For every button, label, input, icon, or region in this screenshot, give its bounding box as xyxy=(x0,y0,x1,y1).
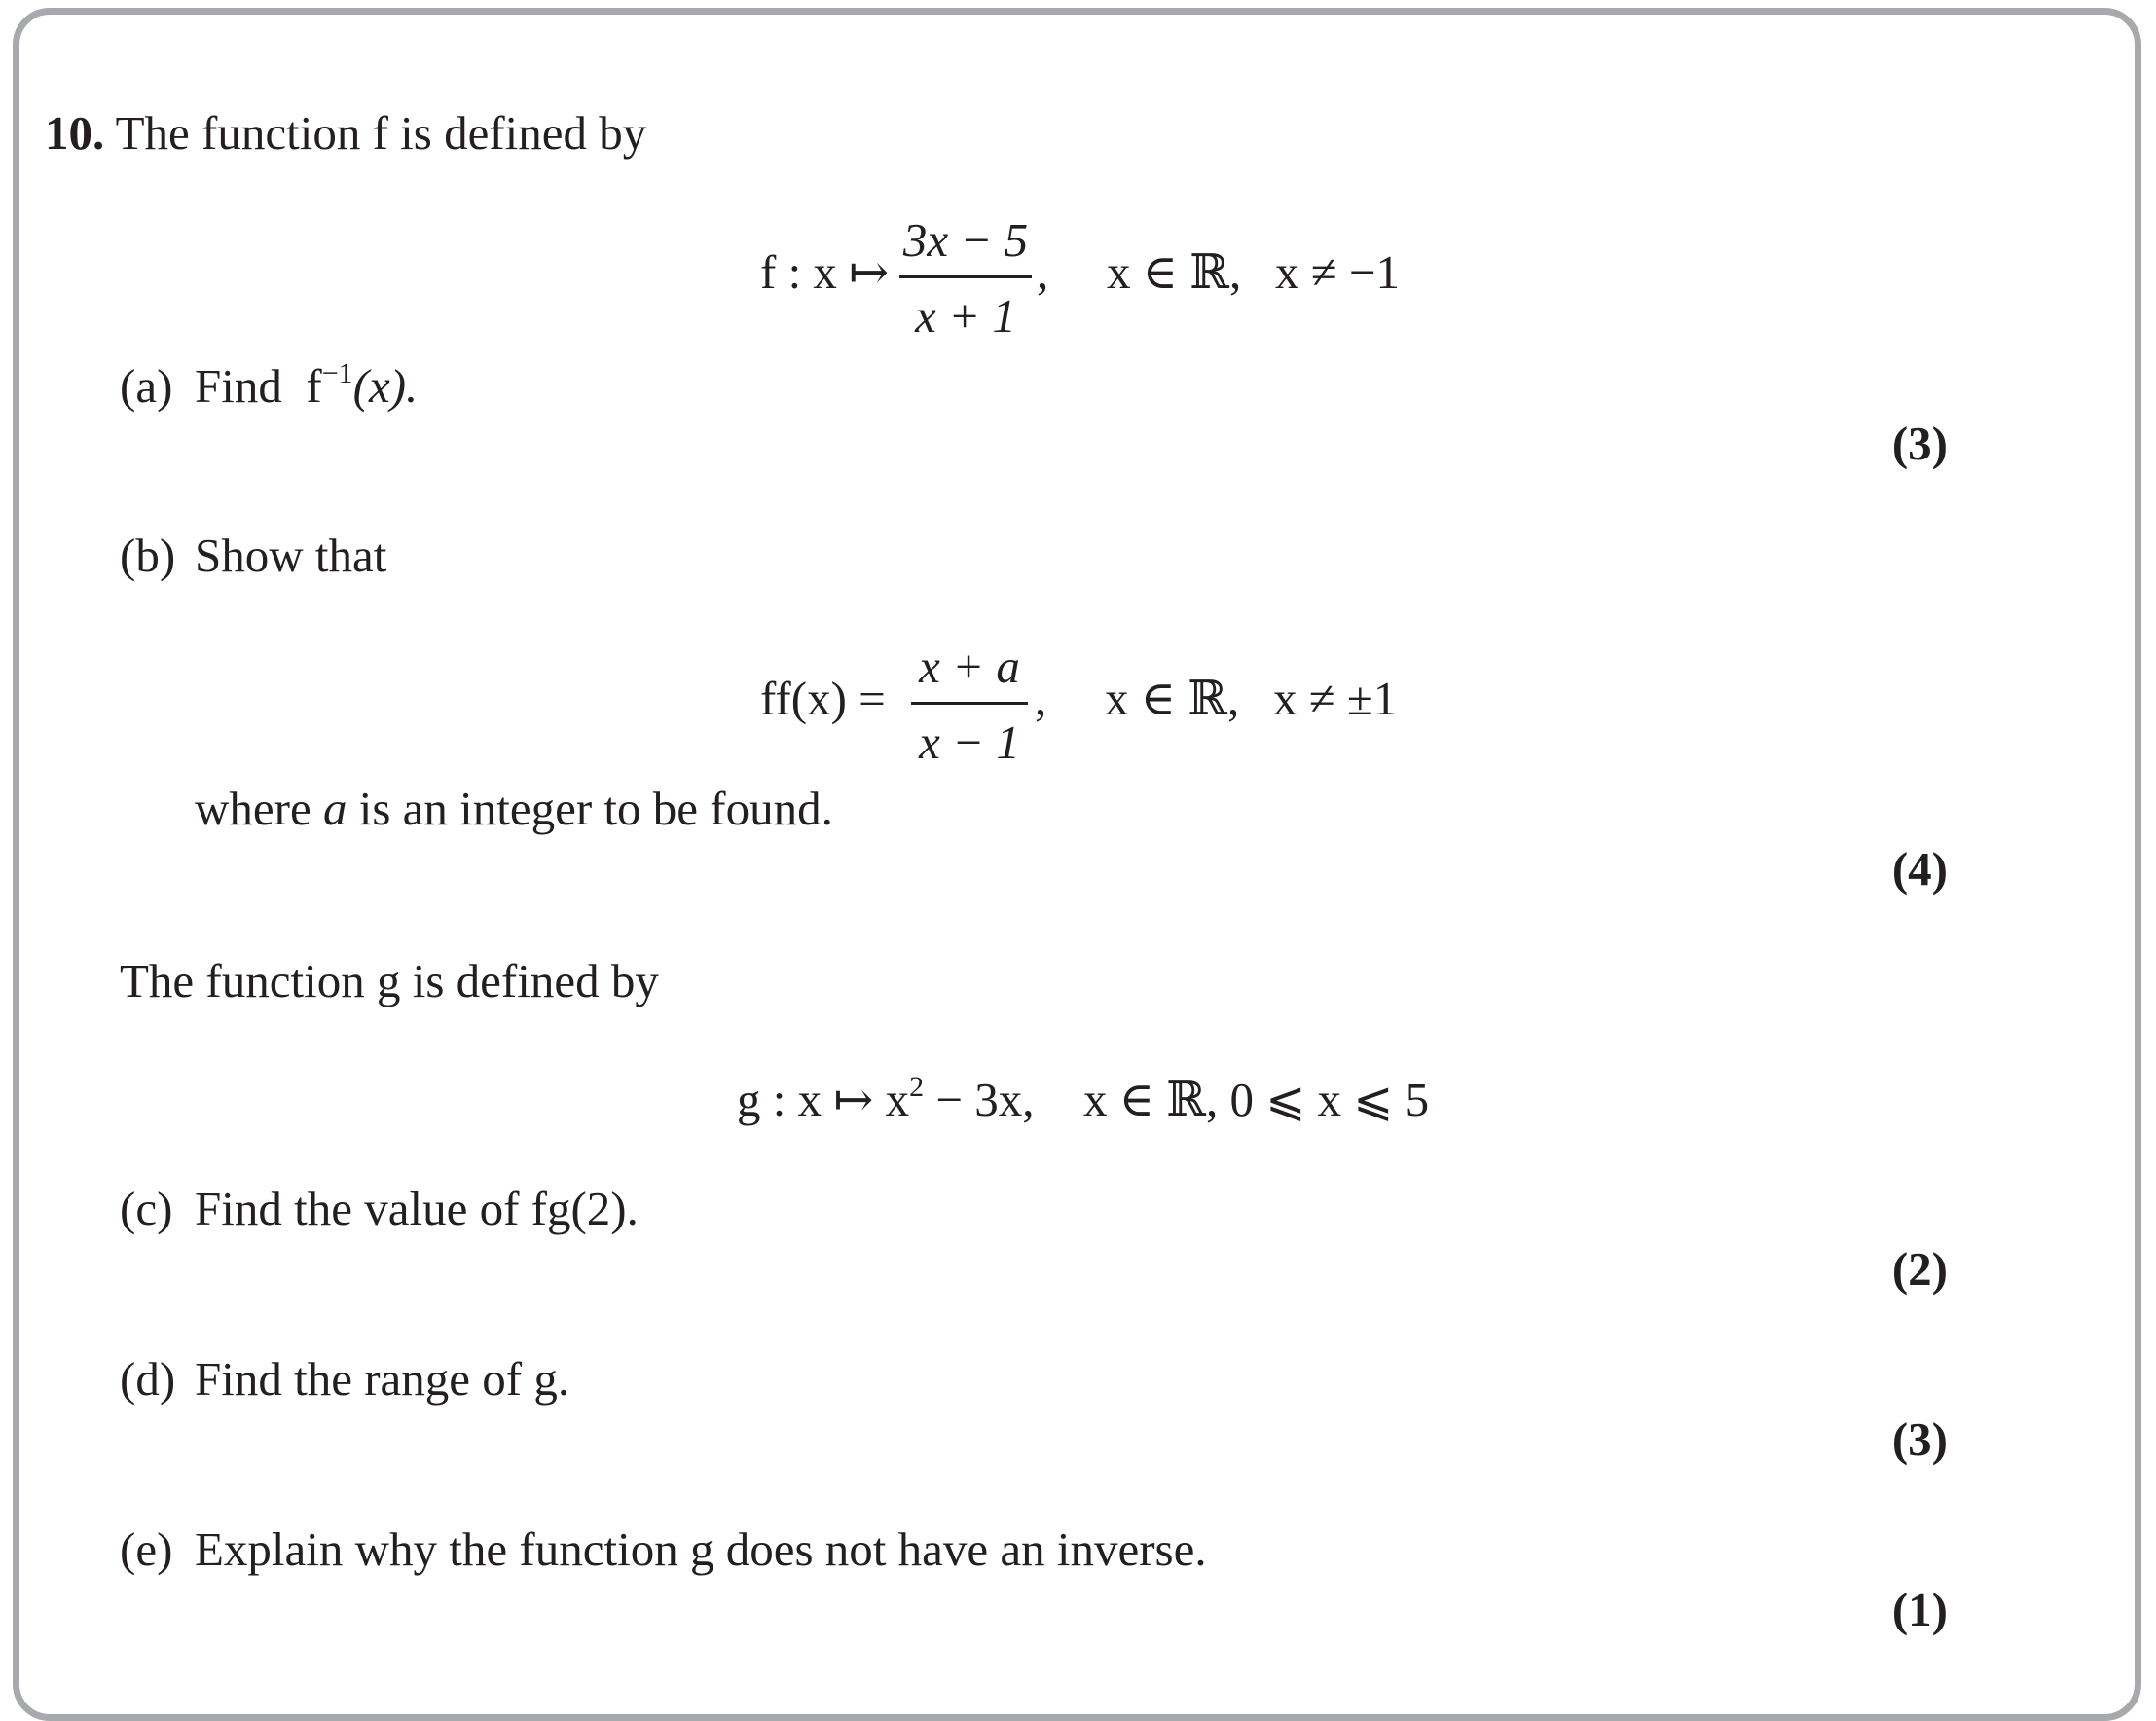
fraction-bar xyxy=(899,275,1032,278)
part-a xyxy=(120,357,419,413)
part-b-text: Show that xyxy=(195,529,387,582)
part-e xyxy=(120,1522,1207,1576)
f-condition: x ≠ −1 xyxy=(1275,245,1401,299)
f-comma: , xyxy=(1037,245,1049,299)
where-var: a xyxy=(322,782,347,835)
ff-numerator: x + a xyxy=(919,640,1020,693)
part-a-marks: (3) xyxy=(1891,417,1948,470)
g-domain: x ∈ ℝ, 0 ⩽ x ⩽ 5 xyxy=(1083,1073,1430,1126)
part-a-sup: −1 xyxy=(321,357,353,389)
part-d-marks: (3) xyxy=(1891,1412,1948,1466)
part-d xyxy=(120,1352,570,1406)
part-a-text: Find xyxy=(195,359,282,413)
ff-comma: , xyxy=(1035,672,1047,725)
part-b xyxy=(120,529,387,582)
part-c xyxy=(120,1182,639,1235)
where-suffix: is an integer to be found. xyxy=(358,782,833,835)
part-e-marks: (1) xyxy=(1891,1583,1948,1636)
f-domain: x ∈ ℝ, xyxy=(1107,245,1242,299)
part-c-marks: (2) xyxy=(1891,1242,1948,1296)
part-b-label: (b) xyxy=(120,529,176,582)
part-a-label: (a) xyxy=(120,359,173,413)
ff-denominator: x − 1 xyxy=(919,715,1020,769)
f-definition-lhs: f : x ↦ xyxy=(760,245,890,299)
part-e-label: (e) xyxy=(120,1522,173,1576)
part-e-text: Explain why the function g does not have an inverse. xyxy=(195,1522,1207,1576)
part-c-label: (c) xyxy=(120,1182,173,1235)
ff-fraction xyxy=(911,640,1028,769)
question-frame xyxy=(13,8,2141,1721)
part-a-expr: f xyxy=(306,359,322,413)
f-definition-fraction xyxy=(899,213,1032,343)
ff-lhs: ff(x) = xyxy=(760,672,886,725)
g-sup: 2 xyxy=(909,1071,925,1103)
g-rhs: − 3x, xyxy=(924,1073,1035,1126)
fraction-bar xyxy=(911,702,1028,705)
part-b-marks: (4) xyxy=(1891,842,1948,896)
part-a-arg: (x). xyxy=(352,359,419,413)
part-d-text: Find the range of g. xyxy=(195,1352,570,1406)
question-number: 10. xyxy=(45,106,105,160)
where-prefix: where xyxy=(195,782,311,835)
ff-domain: x ∈ ℝ, xyxy=(1105,672,1240,725)
intro-text: The function f is defined by xyxy=(115,106,647,160)
f-denominator: x + 1 xyxy=(915,289,1016,343)
question-intro xyxy=(45,106,647,160)
ff-condition: x ≠ ±1 xyxy=(1273,672,1398,725)
f-numerator: 3x − 5 xyxy=(902,213,1029,267)
g-lhs: g : x ↦ x xyxy=(737,1073,910,1126)
part-b-where xyxy=(195,782,833,835)
g-intro: The function g is defined by xyxy=(120,954,659,1007)
part-d-label: (d) xyxy=(120,1352,176,1406)
g-definition xyxy=(737,1071,1035,1126)
part-c-text: Find the value of fg(2). xyxy=(195,1182,639,1235)
